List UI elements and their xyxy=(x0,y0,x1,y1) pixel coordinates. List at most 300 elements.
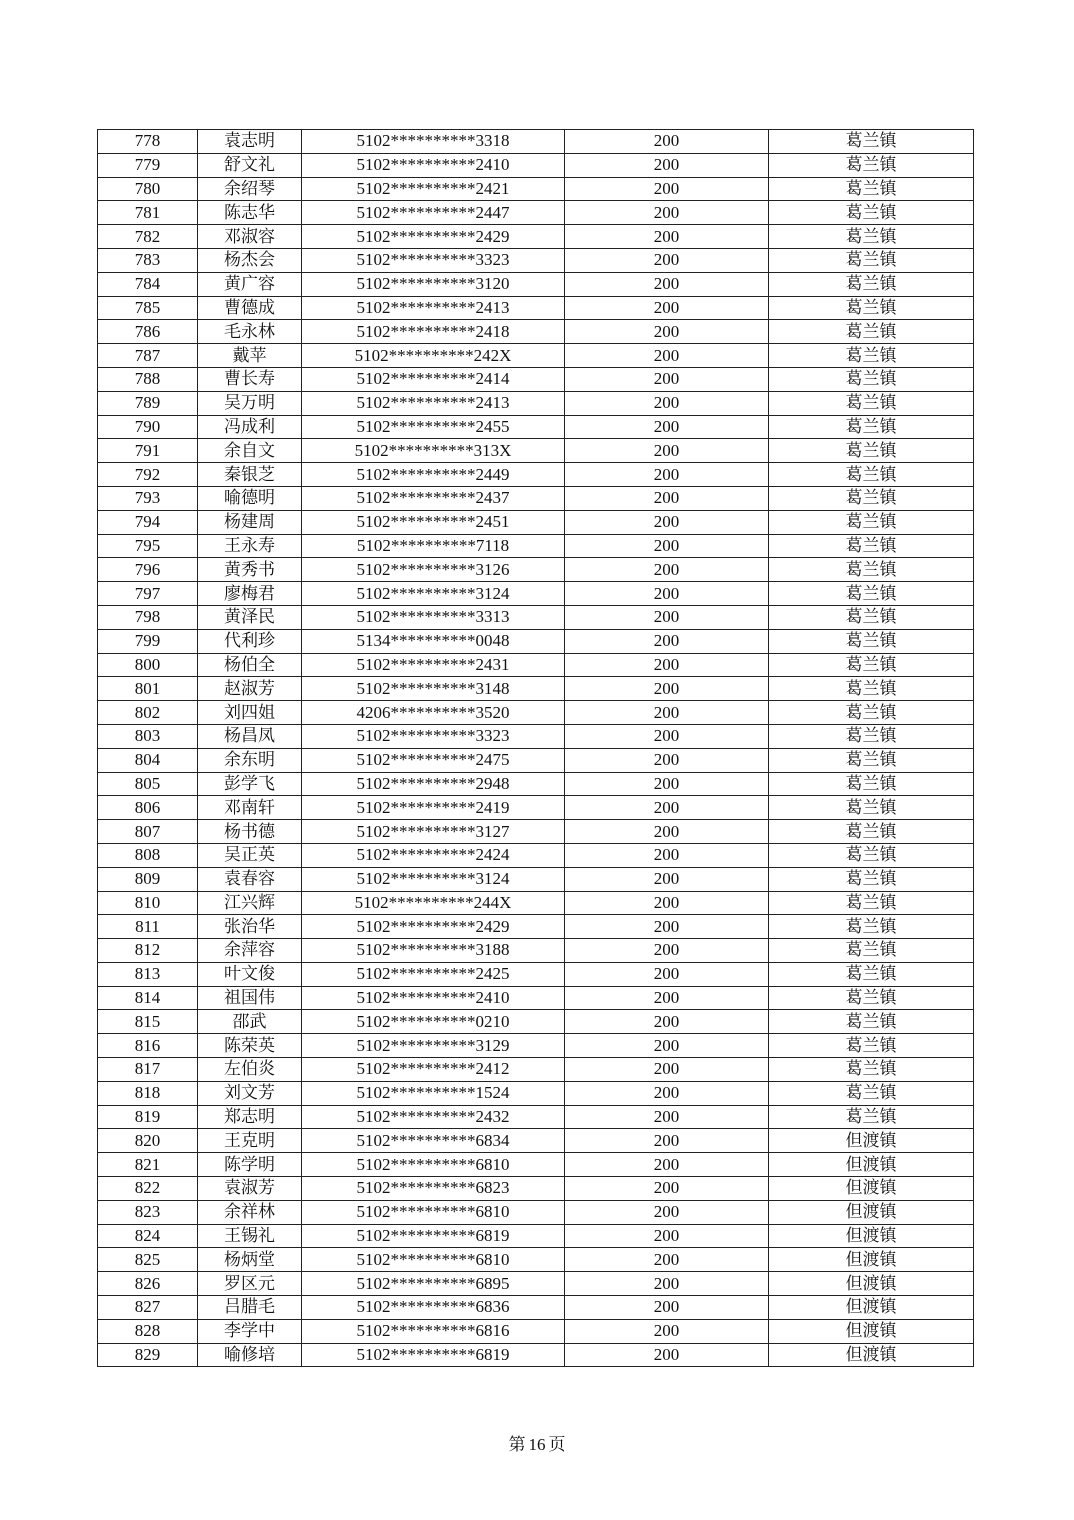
amount-cell: 200 xyxy=(565,820,769,844)
name-cell: 左伯炎 xyxy=(198,1058,302,1082)
table-row xyxy=(98,701,974,725)
row-number-cell: 788 xyxy=(98,367,198,391)
row-number-cell: 824 xyxy=(98,1224,198,1248)
table-row xyxy=(98,1153,974,1177)
name-cell: 黄广容 xyxy=(198,272,302,296)
row-number-cell: 817 xyxy=(98,1058,198,1082)
table-row xyxy=(98,748,974,772)
row-number-cell: 804 xyxy=(98,748,198,772)
name-cell: 冯成利 xyxy=(198,415,302,439)
row-number-cell: 820 xyxy=(98,1129,198,1153)
name-cell: 曹长寿 xyxy=(198,367,302,391)
amount-cell: 200 xyxy=(565,367,769,391)
id-number-cell: 5102**********2413 xyxy=(302,391,565,415)
id-number-cell: 5102**********6834 xyxy=(302,1129,565,1153)
name-cell: 代利珍 xyxy=(198,629,302,653)
id-number-cell: 5102**********2414 xyxy=(302,367,565,391)
id-number-cell: 5102**********2413 xyxy=(302,296,565,320)
table-row xyxy=(98,320,974,344)
table-row xyxy=(98,439,974,463)
id-number-cell: 5134**********0048 xyxy=(302,629,565,653)
amount-cell: 200 xyxy=(565,1153,769,1177)
name-cell: 余祥林 xyxy=(198,1200,302,1224)
id-number-cell: 5102**********0210 xyxy=(302,1010,565,1034)
row-number-cell: 786 xyxy=(98,320,198,344)
name-cell: 杨杰会 xyxy=(198,248,302,272)
id-number-cell: 5102**********2410 xyxy=(302,986,565,1010)
name-cell: 毛永林 xyxy=(198,320,302,344)
id-number-cell: 5102**********6895 xyxy=(302,1272,565,1296)
name-cell: 余东明 xyxy=(198,748,302,772)
id-number-cell: 5102**********6823 xyxy=(302,1177,565,1201)
table-row xyxy=(98,391,974,415)
name-cell: 罗区元 xyxy=(198,1272,302,1296)
page-number: 16 xyxy=(528,1435,546,1454)
row-number-cell: 822 xyxy=(98,1177,198,1201)
amount-cell: 200 xyxy=(565,653,769,677)
table-row xyxy=(98,558,974,582)
row-number-cell: 782 xyxy=(98,225,198,249)
amount-cell: 200 xyxy=(565,629,769,653)
name-cell: 邵武 xyxy=(198,1010,302,1034)
name-cell: 袁淑芳 xyxy=(198,1177,302,1201)
row-number-cell: 818 xyxy=(98,1081,198,1105)
id-number-cell: 5102**********6810 xyxy=(302,1200,565,1224)
amount-cell: 200 xyxy=(565,986,769,1010)
town-cell: 葛兰镇 xyxy=(769,463,974,487)
row-number-cell: 783 xyxy=(98,248,198,272)
id-number-cell: 5102**********6836 xyxy=(302,1296,565,1320)
id-number-cell: 5102**********2412 xyxy=(302,1058,565,1082)
town-cell: 但渡镇 xyxy=(769,1296,974,1320)
id-number-cell: 5102**********3126 xyxy=(302,558,565,582)
row-number-cell: 823 xyxy=(98,1200,198,1224)
row-number-cell: 826 xyxy=(98,1272,198,1296)
name-cell: 杨炳堂 xyxy=(198,1248,302,1272)
row-number-cell: 797 xyxy=(98,582,198,606)
id-number-cell: 5102**********3120 xyxy=(302,272,565,296)
name-cell: 陈学明 xyxy=(198,1153,302,1177)
town-cell: 但渡镇 xyxy=(769,1272,974,1296)
town-cell: 葛兰镇 xyxy=(769,248,974,272)
amount-cell: 200 xyxy=(565,415,769,439)
row-number-cell: 805 xyxy=(98,772,198,796)
town-cell: 葛兰镇 xyxy=(769,439,974,463)
table-row xyxy=(98,486,974,510)
amount-cell: 200 xyxy=(565,320,769,344)
town-cell: 但渡镇 xyxy=(769,1129,974,1153)
amount-cell: 200 xyxy=(565,724,769,748)
amount-cell: 200 xyxy=(565,605,769,629)
id-number-cell: 5102**********2432 xyxy=(302,1105,565,1129)
amount-cell: 200 xyxy=(565,1343,769,1367)
row-number-cell: 781 xyxy=(98,201,198,225)
name-cell: 陈荣英 xyxy=(198,1034,302,1058)
row-number-cell: 803 xyxy=(98,724,198,748)
amount-cell: 200 xyxy=(565,391,769,415)
amount-cell: 200 xyxy=(565,582,769,606)
row-number-cell: 811 xyxy=(98,915,198,939)
table-row xyxy=(98,177,974,201)
name-cell: 祖国伟 xyxy=(198,986,302,1010)
town-cell: 葛兰镇 xyxy=(769,1105,974,1129)
amount-cell: 200 xyxy=(565,296,769,320)
amount-cell: 200 xyxy=(565,748,769,772)
town-cell: 葛兰镇 xyxy=(769,177,974,201)
table-row xyxy=(98,248,974,272)
row-number-cell: 800 xyxy=(98,653,198,677)
amount-cell: 200 xyxy=(565,1296,769,1320)
row-number-cell: 815 xyxy=(98,1010,198,1034)
name-cell: 刘文芳 xyxy=(198,1081,302,1105)
amount-cell: 200 xyxy=(565,225,769,249)
amount-cell: 200 xyxy=(565,248,769,272)
table-row xyxy=(98,962,974,986)
town-cell: 葛兰镇 xyxy=(769,724,974,748)
name-cell: 喻修培 xyxy=(198,1343,302,1367)
table-row xyxy=(98,939,974,963)
row-number-cell: 825 xyxy=(98,1248,198,1272)
name-cell: 王锡礼 xyxy=(198,1224,302,1248)
name-cell: 杨书德 xyxy=(198,820,302,844)
id-number-cell: 5102**********6816 xyxy=(302,1319,565,1343)
amount-cell: 200 xyxy=(565,558,769,582)
id-number-cell: 5102**********2418 xyxy=(302,320,565,344)
table-row xyxy=(98,1105,974,1129)
name-cell: 余绍琴 xyxy=(198,177,302,201)
row-number-cell: 807 xyxy=(98,820,198,844)
town-cell: 葛兰镇 xyxy=(769,201,974,225)
table-row xyxy=(98,1296,974,1320)
amount-cell: 200 xyxy=(565,1177,769,1201)
id-number-cell: 5102**********2410 xyxy=(302,153,565,177)
town-cell: 但渡镇 xyxy=(769,1248,974,1272)
id-number-cell: 5102**********1524 xyxy=(302,1081,565,1105)
table-row xyxy=(98,153,974,177)
row-number-cell: 793 xyxy=(98,486,198,510)
table-row xyxy=(98,1248,974,1272)
amount-cell: 200 xyxy=(565,1058,769,1082)
table-row xyxy=(98,724,974,748)
amount-cell: 200 xyxy=(565,843,769,867)
table-row xyxy=(98,272,974,296)
name-cell: 郑志明 xyxy=(198,1105,302,1129)
town-cell: 葛兰镇 xyxy=(769,534,974,558)
table-row xyxy=(98,1343,974,1367)
name-cell: 廖梅君 xyxy=(198,582,302,606)
id-number-cell: 5102**********2419 xyxy=(302,796,565,820)
name-cell: 赵淑芳 xyxy=(198,677,302,701)
table-row xyxy=(98,344,974,368)
id-number-cell: 4206**********3520 xyxy=(302,701,565,725)
row-number-cell: 816 xyxy=(98,1034,198,1058)
id-number-cell: 5102**********2449 xyxy=(302,463,565,487)
town-cell: 葛兰镇 xyxy=(769,891,974,915)
town-cell: 葛兰镇 xyxy=(769,320,974,344)
town-cell: 葛兰镇 xyxy=(769,962,974,986)
name-cell: 杨建周 xyxy=(198,510,302,534)
id-number-cell: 5102**********2455 xyxy=(302,415,565,439)
row-number-cell: 794 xyxy=(98,510,198,534)
table-row xyxy=(98,891,974,915)
row-number-cell: 813 xyxy=(98,962,198,986)
table-row xyxy=(98,296,974,320)
row-number-cell: 806 xyxy=(98,796,198,820)
table-row xyxy=(98,867,974,891)
amount-cell: 200 xyxy=(565,486,769,510)
amount-cell: 200 xyxy=(565,939,769,963)
id-number-cell: 5102**********6819 xyxy=(302,1343,565,1367)
name-cell: 吴正英 xyxy=(198,843,302,867)
amount-cell: 200 xyxy=(565,962,769,986)
amount-cell: 200 xyxy=(565,867,769,891)
id-number-cell: 5102**********3323 xyxy=(302,724,565,748)
table-row xyxy=(98,629,974,653)
name-cell: 陈志华 xyxy=(198,201,302,225)
id-number-cell: 5102**********3188 xyxy=(302,939,565,963)
name-cell: 王永寿 xyxy=(198,534,302,558)
name-cell: 彭学飞 xyxy=(198,772,302,796)
town-cell: 葛兰镇 xyxy=(769,1010,974,1034)
id-number-cell: 5102**********3323 xyxy=(302,248,565,272)
name-cell: 刘四姐 xyxy=(198,701,302,725)
amount-cell: 200 xyxy=(565,915,769,939)
town-cell: 葛兰镇 xyxy=(769,486,974,510)
town-cell: 但渡镇 xyxy=(769,1224,974,1248)
table-row xyxy=(98,510,974,534)
town-cell: 葛兰镇 xyxy=(769,605,974,629)
name-cell: 余萍容 xyxy=(198,939,302,963)
row-number-cell: 792 xyxy=(98,463,198,487)
amount-cell: 200 xyxy=(565,1081,769,1105)
amount-cell: 200 xyxy=(565,1319,769,1343)
town-cell: 葛兰镇 xyxy=(769,296,974,320)
amount-cell: 200 xyxy=(565,891,769,915)
id-number-cell: 5102**********6810 xyxy=(302,1248,565,1272)
town-cell: 但渡镇 xyxy=(769,1153,974,1177)
town-cell: 葛兰镇 xyxy=(769,796,974,820)
id-number-cell: 5102**********313X xyxy=(302,439,565,463)
name-cell: 黄泽民 xyxy=(198,605,302,629)
table-row xyxy=(98,915,974,939)
amount-cell: 200 xyxy=(565,272,769,296)
table-row xyxy=(98,677,974,701)
table-row xyxy=(98,225,974,249)
id-number-cell: 5102**********2429 xyxy=(302,225,565,249)
name-cell: 王克明 xyxy=(198,1129,302,1153)
table-row xyxy=(98,582,974,606)
row-number-cell: 808 xyxy=(98,843,198,867)
town-cell: 葛兰镇 xyxy=(769,986,974,1010)
name-cell: 张治华 xyxy=(198,915,302,939)
table-row xyxy=(98,534,974,558)
row-number-cell: 821 xyxy=(98,1153,198,1177)
table-row xyxy=(98,1177,974,1201)
id-number-cell: 5102**********3129 xyxy=(302,1034,565,1058)
roster-table xyxy=(97,129,974,1367)
table-row xyxy=(98,1129,974,1153)
town-cell: 葛兰镇 xyxy=(769,367,974,391)
id-number-cell: 5102**********7118 xyxy=(302,534,565,558)
table-row xyxy=(98,772,974,796)
table-row xyxy=(98,1010,974,1034)
town-cell: 葛兰镇 xyxy=(769,820,974,844)
page-footer xyxy=(0,1430,1074,1455)
row-number-cell: 796 xyxy=(98,558,198,582)
town-cell: 葛兰镇 xyxy=(769,153,974,177)
id-number-cell: 5102**********2948 xyxy=(302,772,565,796)
table-row xyxy=(98,415,974,439)
name-cell: 邓南轩 xyxy=(198,796,302,820)
row-number-cell: 789 xyxy=(98,391,198,415)
row-number-cell: 795 xyxy=(98,534,198,558)
name-cell: 邓淑容 xyxy=(198,225,302,249)
name-cell: 李学中 xyxy=(198,1319,302,1343)
id-number-cell: 5102**********6810 xyxy=(302,1153,565,1177)
amount-cell: 200 xyxy=(565,1129,769,1153)
row-number-cell: 799 xyxy=(98,629,198,653)
table-row xyxy=(98,463,974,487)
town-cell: 葛兰镇 xyxy=(769,272,974,296)
id-number-cell: 5102**********3148 xyxy=(302,677,565,701)
town-cell: 但渡镇 xyxy=(769,1319,974,1343)
table-row xyxy=(98,1272,974,1296)
table-row xyxy=(98,986,974,1010)
id-number-cell: 5102**********242X xyxy=(302,344,565,368)
id-number-cell: 5102**********3124 xyxy=(302,582,565,606)
id-number-cell: 5102**********2451 xyxy=(302,510,565,534)
name-cell: 黄秀书 xyxy=(198,558,302,582)
row-number-cell: 829 xyxy=(98,1343,198,1367)
id-number-cell: 5102**********2421 xyxy=(302,177,565,201)
row-number-cell: 809 xyxy=(98,867,198,891)
amount-cell: 200 xyxy=(565,153,769,177)
table-row xyxy=(98,653,974,677)
name-cell: 袁志明 xyxy=(198,130,302,154)
id-number-cell: 5102**********3124 xyxy=(302,867,565,891)
name-cell: 舒文礼 xyxy=(198,153,302,177)
town-cell: 葛兰镇 xyxy=(769,582,974,606)
table-row xyxy=(98,1058,974,1082)
id-number-cell: 5102**********2425 xyxy=(302,962,565,986)
town-cell: 葛兰镇 xyxy=(769,344,974,368)
amount-cell: 200 xyxy=(565,1272,769,1296)
town-cell: 葛兰镇 xyxy=(769,558,974,582)
amount-cell: 200 xyxy=(565,177,769,201)
id-number-cell: 5102**********2447 xyxy=(302,201,565,225)
table-row xyxy=(98,367,974,391)
town-cell: 葛兰镇 xyxy=(769,1058,974,1082)
town-cell: 葛兰镇 xyxy=(769,130,974,154)
id-number-cell: 5102**********6819 xyxy=(302,1224,565,1248)
row-number-cell: 810 xyxy=(98,891,198,915)
row-number-cell: 790 xyxy=(98,415,198,439)
table-row xyxy=(98,605,974,629)
town-cell: 葛兰镇 xyxy=(769,701,974,725)
row-number-cell: 784 xyxy=(98,272,198,296)
row-number-cell: 791 xyxy=(98,439,198,463)
town-cell: 但渡镇 xyxy=(769,1343,974,1367)
id-number-cell: 5102**********2437 xyxy=(302,486,565,510)
id-number-cell: 5102**********2431 xyxy=(302,653,565,677)
town-cell: 葛兰镇 xyxy=(769,915,974,939)
town-cell: 葛兰镇 xyxy=(769,653,974,677)
row-number-cell: 785 xyxy=(98,296,198,320)
row-number-cell: 778 xyxy=(98,130,198,154)
town-cell: 葛兰镇 xyxy=(769,225,974,249)
table-row xyxy=(98,1034,974,1058)
id-number-cell: 5102**********3313 xyxy=(302,605,565,629)
town-cell: 葛兰镇 xyxy=(769,1081,974,1105)
amount-cell: 200 xyxy=(565,510,769,534)
row-number-cell: 780 xyxy=(98,177,198,201)
name-cell: 戴苹 xyxy=(198,344,302,368)
table-row xyxy=(98,201,974,225)
name-cell: 余自文 xyxy=(198,439,302,463)
town-cell: 但渡镇 xyxy=(769,1200,974,1224)
name-cell: 杨昌凤 xyxy=(198,724,302,748)
amount-cell: 200 xyxy=(565,1224,769,1248)
amount-cell: 200 xyxy=(565,130,769,154)
name-cell: 袁春容 xyxy=(198,867,302,891)
amount-cell: 200 xyxy=(565,463,769,487)
id-number-cell: 5102**********2429 xyxy=(302,915,565,939)
row-number-cell: 787 xyxy=(98,344,198,368)
row-number-cell: 812 xyxy=(98,939,198,963)
row-number-cell: 814 xyxy=(98,986,198,1010)
town-cell: 葛兰镇 xyxy=(769,843,974,867)
name-cell: 秦银芝 xyxy=(198,463,302,487)
town-cell: 葛兰镇 xyxy=(769,1034,974,1058)
amount-cell: 200 xyxy=(565,201,769,225)
name-cell: 江兴辉 xyxy=(198,891,302,915)
name-cell: 吴万明 xyxy=(198,391,302,415)
id-number-cell: 5102**********2424 xyxy=(302,843,565,867)
town-cell: 葛兰镇 xyxy=(769,629,974,653)
town-cell: 葛兰镇 xyxy=(769,748,974,772)
page-label-prefix: 第 xyxy=(508,1435,526,1454)
amount-cell: 200 xyxy=(565,344,769,368)
table-row xyxy=(98,843,974,867)
row-number-cell: 819 xyxy=(98,1105,198,1129)
table-row xyxy=(98,1081,974,1105)
table-row xyxy=(98,820,974,844)
town-cell: 葛兰镇 xyxy=(769,391,974,415)
town-cell: 葛兰镇 xyxy=(769,939,974,963)
amount-cell: 200 xyxy=(565,1200,769,1224)
amount-cell: 200 xyxy=(565,1034,769,1058)
name-cell: 叶文俊 xyxy=(198,962,302,986)
amount-cell: 200 xyxy=(565,1010,769,1034)
roster-table-body xyxy=(98,130,974,1367)
name-cell: 吕腊毛 xyxy=(198,1296,302,1320)
row-number-cell: 798 xyxy=(98,605,198,629)
table-row xyxy=(98,1200,974,1224)
town-cell: 葛兰镇 xyxy=(769,867,974,891)
row-number-cell: 779 xyxy=(98,153,198,177)
amount-cell: 200 xyxy=(565,534,769,558)
amount-cell: 200 xyxy=(565,439,769,463)
page-label-suffix: 页 xyxy=(548,1435,566,1454)
name-cell: 杨伯全 xyxy=(198,653,302,677)
amount-cell: 200 xyxy=(565,796,769,820)
row-number-cell: 801 xyxy=(98,677,198,701)
row-number-cell: 802 xyxy=(98,701,198,725)
row-number-cell: 828 xyxy=(98,1319,198,1343)
table-row xyxy=(98,130,974,154)
amount-cell: 200 xyxy=(565,677,769,701)
name-cell: 喻德明 xyxy=(198,486,302,510)
